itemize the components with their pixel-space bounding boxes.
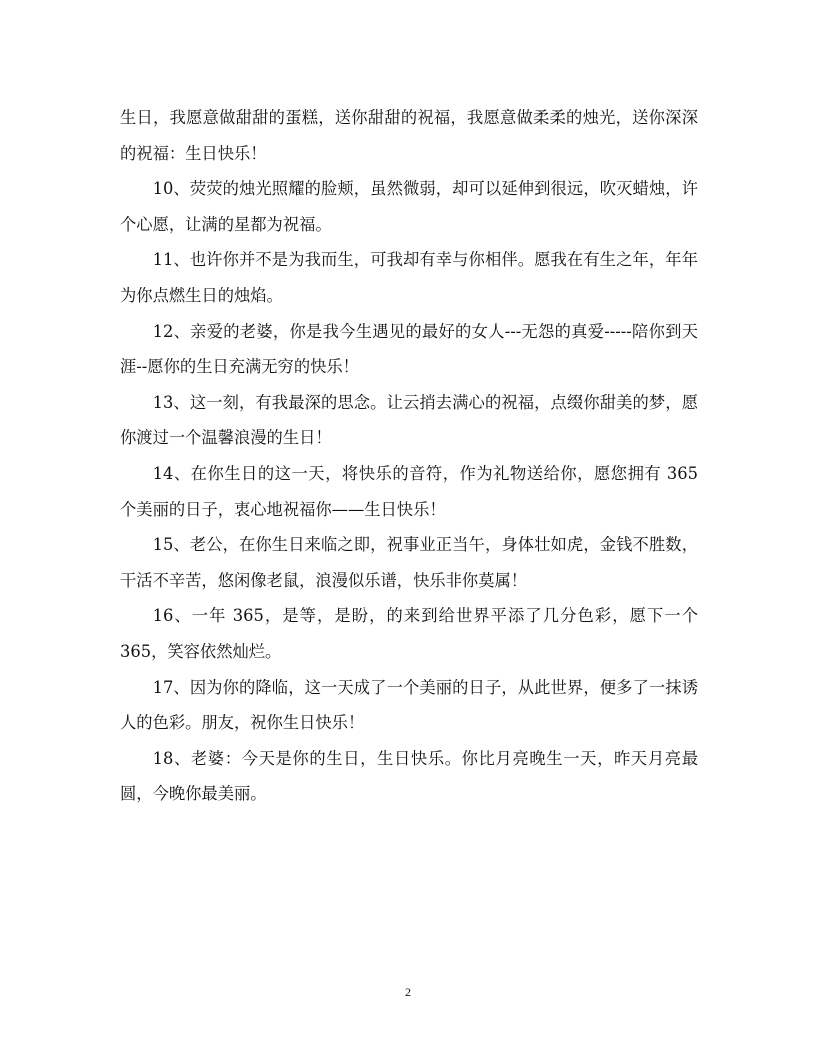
paragraph-item-15: 15、老公，在你生日来临之即，祝事业正当午，身体壮如虎，金钱不胜数，干活不辛苦，悠闲像老鼠，浪漫似乐谱，快乐非你莫属！ <box>120 535 698 590</box>
paragraph-item-16: 16、一年 365，是等，是盼，的来到给世界平添了几分色彩，愿下一个 365，笑容依然灿烂。 <box>120 606 698 661</box>
paragraph-item-11: 11、也许你并不是为我而生，可我却有幸与你相伴。愿我在有生之年，年年为你点燃生日的烛焰。 <box>120 250 698 305</box>
paragraph-item-14: 14、在你生日的这一天，将快乐的音符，作为礼物送给你，愿您拥有 365 个美丽的日子，衷心地祝福你——生日快乐！ <box>120 463 698 519</box>
paragraph-item-13: 13、这一刻，有我最深的思念。让云捎去满心的祝福，点缀你甜美的梦，愿你渡过一个温馨浪漫的生日！ <box>120 392 698 448</box>
paragraph-item-10: 10、荧荧的烛光照耀的脸颊，虽然微弱，却可以延伸到很远，吹灭蜡烛，许个心愿，让满的星都为祝福。 <box>120 179 698 234</box>
paragraph-item-12: 12、亲爱的老婆，你是我今生遇见的最好的女人---无怨的真爱-----陪你到天涯--愿你的生日充满无穷的快乐！ <box>120 321 698 377</box>
page-number: 2 <box>405 985 411 999</box>
body-text <box>120 100 698 812</box>
paragraph-continuation: 生日，我愿意做甜甜的蛋糕，送你甜甜的祝福，我愿意做柔柔的烛光，送你深深的祝福：生日快乐！ <box>120 108 698 163</box>
paragraph-item-17: 17、因为你的降临，这一天成了一个美丽的日子，从此世界，便多了一抹诱人的色彩。朋友，祝你生日快乐！ <box>120 677 698 733</box>
paragraph-item-18: 18、老婆：今天是你的生日，生日快乐。你比月亮晚生一天，昨天月亮最圆，今晚你最美丽。 <box>120 748 698 804</box>
